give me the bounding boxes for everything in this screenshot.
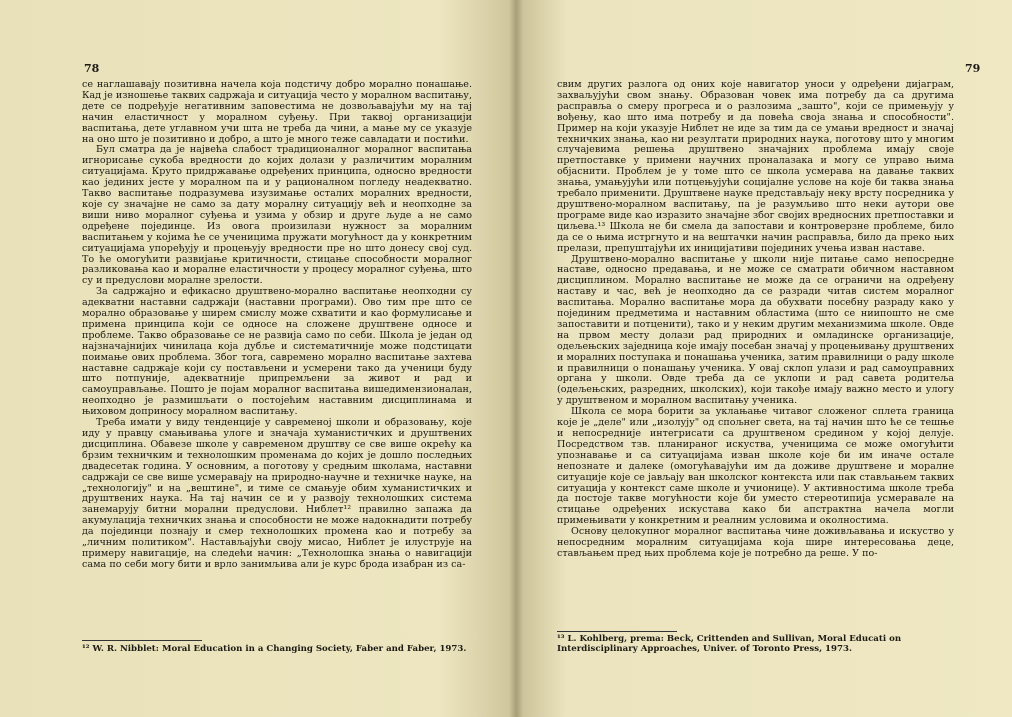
footnote-rule (82, 640, 202, 641)
right-page (517, 0, 1012, 717)
paragraph: Треба имати у виду тенденције у савременој школи и образовању, које иду у правцу смањивања улоге и значаја хуманистичких и друштвених дисциплина. Обавезе школе у савременом друштву се све више окрећу ка брзим техничким и технолошким променама до којих је дошло последњих двадесетак година. У основним, а поготову у средњим школама, наставни садржаји се све више усмеравају на природно-научне и техничке науке, на „технологију" и на „вештине", и тиме се смањује обим хуманистичких и друштвених наука. На тај начин се и у развоју технолошких система занемарују битни морални предуслови. Ниблет¹² правилно запажа да акумулација техничких знања и способности не може надокнадити потребу да појединци познају и смер технолошких промена као и потребу за „личним политиком". Настављајући своју мисао, Ниблет је илуструје на примеру навигације, на следећи начин: „Технолошка знања о навигацији сама по себи могу бити и врло занимљива али је курс брода изабран из са- (82, 417, 472, 570)
paragraph: Друштвено-морално васпитање у школи није питање само непосредне наставе, односно предавања, и не може се сматрати обичном наставном дисциплином. Морално васпитање не може да се ограничи на одређену наставу и час, већ је неопходно да се разради читав систем моралног васпитања. Морално васпитање мора да обухвати посебну разраду како у појединим предметима и наставним областима (што се ниипошто не сме запоставити и потценити), тако и у неким другим механизмима школе. Овде на првом месту долази рад природних и омладинске организације, одељењских заједница које имају посебан значај у процењивању друштвених и моралних поступака и понашања ученика, затим правилници о раду школе и правилници о понашању ученика. У овај склоп улази и рад самоуправних органа у школи. Овде треба да се уклопи и рад савета родитеља (одељењских, разредних, школских), који такође имају важно место и улогу у друштвеном и моралном васпитању ученика. (557, 253, 954, 407)
paragraph: Основу целокупног моралног васпитања чине доживљавања и искуство у непосредним моралним ситуацијама која шире интересовања деце, стављањем пред њих проблема које је потребно да реше. У по- (557, 526, 954, 559)
footnote: ¹² W. R. Nibblet: Moral Education in a Changing Society, Faber and Faber, 1973. (82, 644, 467, 654)
paragraph: За садржајно и ефикасно друштвено-морално васпитање неопходни су адекватни наставни садржаји (наставни програми). Ово тим пре што се морално образовање у ширем смислу може схватити и као формулисање и примена принципа који се односе на сложене друштвене односе и проблеме. Такво образовање се не развија само по себи. Школа је један од најзначајнијих чинилаца која дубље и систематичније може подстицати поимање ових проблема. Због тога, савремено морално васпитање захтева наставне садржаје који су постављени и усмерени тако да ученици буду што потпуније, адекватније припремљени за живот и рад и самоуправљање. Пошто је појам моралног васпитања вишедимензионалан, неопходно је размишљати о постојећим наставним дисциплинама и њиховом доприносу моралном васпитању. (82, 286, 472, 418)
footnote: ¹³ L. Kohlberg, prema: Beck, Crittenden and Sullivan, Moral Educati on Interdisciplinary Approaches, Univer. of Toronto Press, 1973. (557, 634, 902, 654)
paragraph: Бул сматра да је највећа слабост традиционалног моралног васпитања игнорисање сукоба вредности до којих долази у различитим моралним ситуацијама. Круто придржавање одређених принципа, односно вредности као јединих јесте у моралном па и у рационалном погледу неадекватно. Такво васпитање подразумева изузимање осталих моралних вредности, које су значајне не само за дату моралну ситуацију већ и неопходне за виши ниво моралног суђења и узима у обзир и друге људе а не само одређене појединце. Из овога произилази нужност за моралним васпитањем у којима ће се ученицима пружати могућност да у конкретним ситуацијама упоређују и процењују вредности пре но што донесу свој суд. То ће омогућити развијање критичности, стицање способности моралног разликовања као и моралне еластичности у процесу моралног суђења, што су и предуслови моралне зрелости. (82, 144, 472, 287)
paragraph: Школа се мора борити за уклањање читавог сложеног сплета граница које је „деле" или „изолују" од спољнег света, на тај начин што ће се тешње и непосредније интегрисати са друштвеном средином у којој делује. Посредством тзв. планираног искуства, ученицима се може омогућити упознавање и са ситуацијама изван школе које би им иначе остале непознате и далеке (омогућавајући им да доживе друштвене и моралне ситуације које се јављају ван школског контекста или пак стављањем таквих ситуација у контекст саме школе и учионице). У активностима школе треба да постоје такве могућности које би уместо стереотипија усмеравале на стицање одређених искустава како би апстрактна начела могли примењивати у конкретним и реалним условима и околностима. (557, 406, 954, 527)
page-body (557, 80, 954, 560)
footnote-rule (557, 631, 677, 632)
paragraph: свим других разлога од оних које навигатор уноси у одређени дијаграм, захваљујући свом знању. Образован човек има потребу да са другима расправља о смеру прогреса и о разлозима „зашто", који се примењују у вођењу, као што има потребу и да повећа своја знања и способности". Пример на који указује Ниблет не иде за тим да се умањи вредност и значај техничких знања, као ни резултати природних наука, поготову што у многим случајевима решења друштвено значајних проблема имају своје претпоставке у примени научних проналазака и могу се управо њима објаснити. Проблем је у томе што се школа усмерава на давање таквих знања, умањујући или потцењујући социјалне услове на које би таква знања требало применити. Друштвене науке представљају неку врсту посредника у друштвено-моралном васпитању, па је разумљиво што неки аутори ове програме виде као изразито значајне због својих вредносних претпоставки и циљева.¹³ Школа не би смела да запостави и контроверзне проблеме, било да се о њима истргнуто и на вештачки начин расправља, било да преко њих прелази, препуштајући их иницијативи појединих учења изван наставе. (557, 79, 954, 254)
page-number: 79 (965, 62, 981, 75)
page-body (82, 80, 472, 571)
page-number: 78 (84, 62, 100, 75)
book-gutter (509, 0, 523, 717)
paragraph: се наглашавају позитивна начела која подстичу добро морално понашање. Кад је изношење таквих садржаја и ситуација често у моралном васпитању, дете се подређује негативним заповестима не дозвољавајући му на тај начин еластичност у моралном суђењу. При таквој организацији васпитања, дете углавном учи шта не треба да чини, а мање му се указује на оно што је позитивно и добро, а што је много теже савладати и постићи. (82, 79, 472, 145)
